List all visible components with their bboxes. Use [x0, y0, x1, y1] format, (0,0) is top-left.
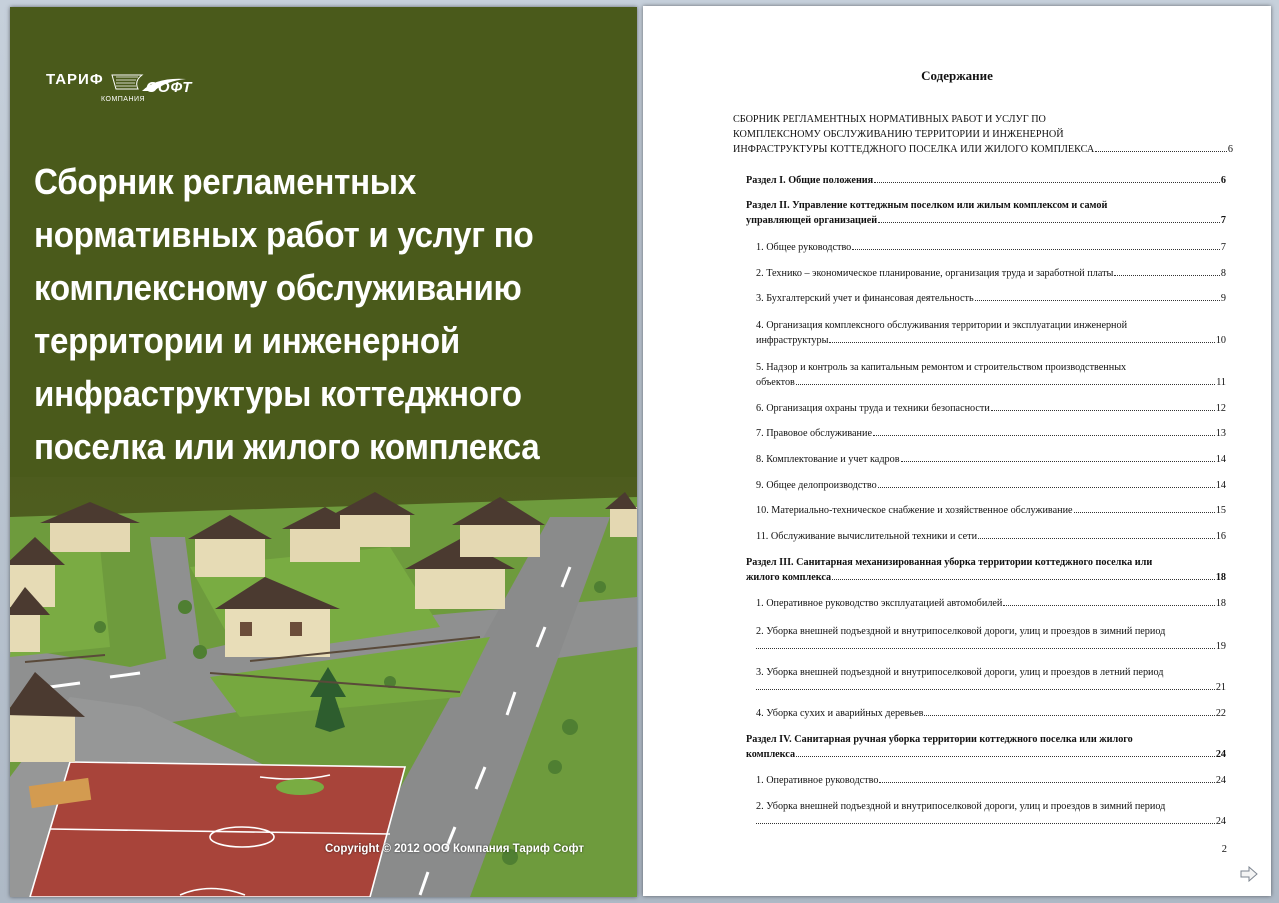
toc-main-title-line3: ИНФРАСТРУКТУРЫ КОТТЕДЖНОГО ПОСЕЛКА ИЛИ ЖИЛОГО КОМПЛЕКСА: [733, 144, 1095, 155]
cover-title: Сборник регламентных нормативных работ и услуг по комплексному обслуживанию территории и инженерной инфраструктуры коттеджного поселка или жилого комплекса: [34, 161, 540, 467]
toc-entry-title: 4. Организация комплексного обслуживания территории и эксплуатации инженерной: [756, 320, 1128, 331]
toc-item[interactable]: [756, 665, 1226, 695]
toc-page: [643, 6, 1271, 896]
toc-item[interactable]: [756, 478, 1226, 493]
toc-entry-title: 8. Комплектование и учет кадров: [756, 454, 900, 465]
toc-entry-title: 7. Правовое обслуживание: [756, 428, 872, 439]
toc-item[interactable]: [756, 452, 1226, 467]
cottage-village-illustration: [10, 477, 637, 897]
toc-section-3[interactable]: [746, 555, 1226, 585]
company-logo: [46, 67, 216, 115]
book-cover: [10, 7, 637, 897]
toc-page-ref: 24: [1215, 775, 1226, 786]
logo-text-tarif: ТАРИФ: [46, 71, 104, 88]
toc-entry-title-cont: инфраструктуры: [756, 335, 829, 346]
toc-page-ref: 8: [1220, 268, 1226, 279]
toc-section-4[interactable]: [746, 732, 1226, 762]
toc-entry-title: 11. Обслуживание вычислительной техники и сети: [756, 531, 978, 542]
toc-page-ref: 10: [1215, 335, 1226, 346]
toc-page-ref: 14: [1215, 454, 1226, 465]
toc-item[interactable]: [756, 624, 1226, 654]
toc-heading: Содержание: [921, 68, 993, 83]
toc-page-ref: 11: [1216, 377, 1226, 388]
toc-item[interactable]: [756, 401, 1226, 416]
toc-page-ref: 12: [1215, 403, 1226, 414]
toc-entry-title: 1. Оперативное руководство эксплуатацией автомобилей: [756, 598, 1003, 609]
toc-item[interactable]: [756, 426, 1226, 441]
page-number: 2: [1221, 844, 1227, 855]
toc-entry-title: Раздел IV. Санитарная ручная уборка территории коттеджного поселка или жилого: [746, 734, 1133, 745]
toc-entry-title: 3. Уборка внешней подъездной и внутрипоселковой дороги, улиц и проездов в летний период: [756, 667, 1164, 678]
toc-item[interactable]: [756, 596, 1226, 611]
toc-item[interactable]: [756, 503, 1226, 518]
toc-page-ref: 18: [1215, 598, 1226, 609]
toc-entry-title: 6. Организация охраны труда и техники безопасности: [756, 403, 990, 414]
toc-entry-title: 2. Уборка внешней подъездной и внутрипоселковой дороги, улиц и проездов в зимний период: [756, 626, 1166, 637]
toc-entry-title: 2. Технико – экономическое планирование, организация труда и заработной платы: [756, 268, 1114, 279]
toc-main-title[interactable]: [733, 112, 1233, 157]
toc-section-1[interactable]: [746, 173, 1226, 188]
toc-page-ref: 14: [1215, 480, 1226, 491]
toc-entry-title: Раздел III. Санитарная механизированная уборка территории коттеджного поселка или: [746, 557, 1153, 568]
toc-page-ref: 6: [1227, 144, 1233, 155]
toc-entry-title: 9. Общее делопроизводство: [756, 480, 877, 491]
toc-page-ref: 21: [1215, 682, 1226, 693]
toc-page-ref: 7: [1220, 242, 1226, 253]
toc-page-ref: 9: [1220, 293, 1226, 304]
toc-entry-title: 10. Материально-техническое снабжение и хозяйственное обслуживание: [756, 505, 1073, 516]
toc-entry-title: 4. Уборка сухих и аварийных деревьев: [756, 708, 924, 719]
toc-page-ref: 6: [1220, 175, 1226, 186]
toc-page-ref: 18: [1215, 572, 1226, 583]
toc-item[interactable]: [756, 773, 1226, 788]
toc-entry-title: 2. Уборка внешней подъездной и внутрипоселковой дороги, улиц и проездов в зимний период: [756, 801, 1166, 812]
toc-item[interactable]: [756, 240, 1226, 255]
toc-page-ref: 22: [1215, 708, 1226, 719]
toc-main-title-leader: [733, 142, 1233, 157]
toc-entry-title-cont: управляющей организацией: [746, 215, 878, 226]
logo-text-soft: СОФТ: [146, 79, 193, 96]
toc-entry-title: Раздел II. Управление коттеджным поселком или жилым комплексом и самой: [746, 200, 1108, 211]
toc-entry-title: 1. Оперативное руководство: [756, 775, 879, 786]
toc-entry-title-cont: комплекса: [746, 749, 796, 760]
toc-entry-title: 3. Бухгалтерский учет и финансовая деятельность: [756, 293, 974, 304]
toc-entry-title: 1. Общее руководство: [756, 242, 852, 253]
toc-page-ref: 16: [1215, 531, 1226, 542]
toc-main-title-line1: СБОРНИК РЕГЛАМЕНТНЫХ НОРМАТИВНЫХ РАБОТ И УСЛУГ ПО: [733, 114, 1046, 125]
toc-item[interactable]: [756, 291, 1226, 306]
toc-entry-title: Раздел I. Общие положения: [746, 175, 874, 186]
toc-entry-title: 5. Надзор и контроль за капитальным ремонтом и строительством производственных: [756, 362, 1127, 373]
toc-entry-title-cont: жилого комплекса: [746, 572, 832, 583]
toc-main-title-line2: КОМПЛЕКСНОМУ ОБСЛУЖИВАНИЮ ТЕРРИТОРИИ И ИНЖЕНЕРНОЙ: [733, 129, 1064, 140]
toc-page-ref: 24: [1215, 749, 1226, 760]
logo-text-company: КОМПАНИЯ: [101, 96, 146, 103]
toc-page-ref: 24: [1215, 816, 1226, 827]
toc-item[interactable]: [756, 529, 1226, 544]
toc-entry-title-cont: объектов: [756, 377, 795, 388]
toc-page-ref: 19: [1215, 641, 1226, 652]
toc-page-ref: 7: [1220, 215, 1226, 226]
toc-page-ref: 13: [1215, 428, 1226, 439]
toc-section-2[interactable]: [746, 198, 1226, 228]
cover-copyright: Copyright © 2012 ООО Компания Тариф Софт: [325, 843, 584, 855]
toc-item[interactable]: [756, 318, 1226, 348]
toc-item[interactable]: [756, 799, 1226, 829]
toc-item[interactable]: [756, 266, 1226, 281]
toc-item[interactable]: [756, 706, 1226, 721]
toc-item[interactable]: [756, 360, 1226, 390]
toc-page-ref: 15: [1215, 505, 1226, 516]
next-page-arrow-icon[interactable]: [1240, 866, 1258, 882]
